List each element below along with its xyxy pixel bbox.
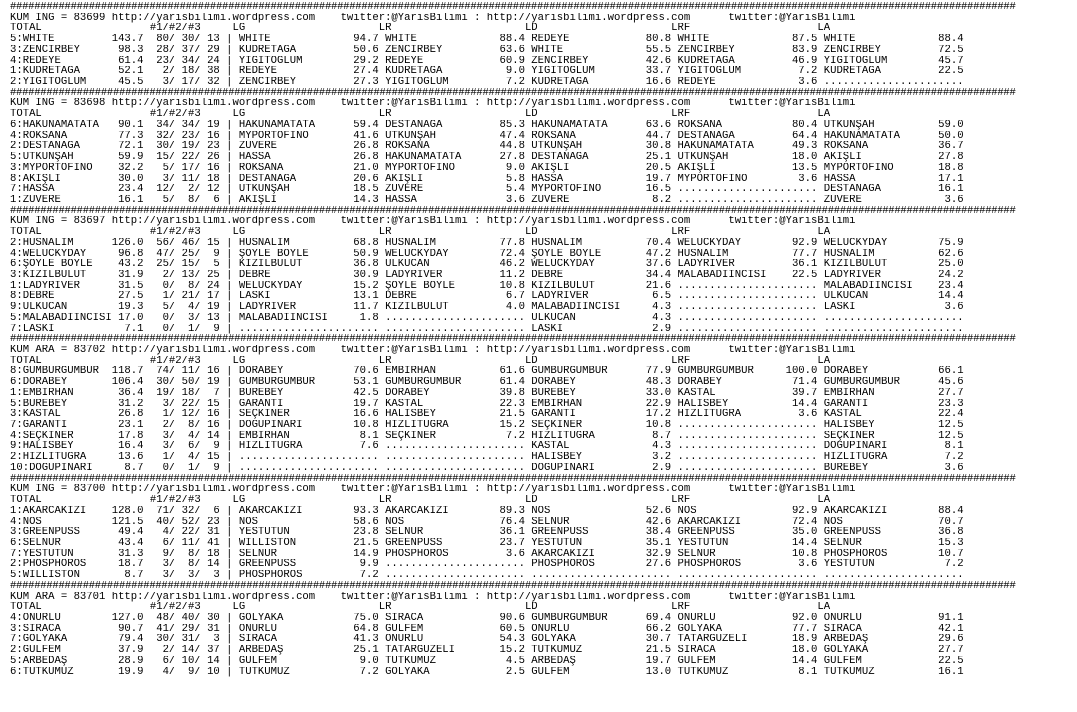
report-row: 7:LASKİ 7.1 0/ 1/ 9 | ...................... ...................... LASKİ 2.9 ...................... ...................... (10, 323, 964, 335)
column-header: TOTAL #1/#2/#3 LG LR LD LRF LA (10, 602, 831, 613)
race-header: KUM ARA = 83701 http://yarisbilimi.wordpress.com twitter:@YarisBilimi : http://yarisbilimi.wordpress.com twitter:@YarisBilimi (10, 591, 856, 603)
report-row: 5:MALABADİİNCİSİ 17.0 0/ 3/ 13 | MALABADİİNCİSİ 1.8 ...................... ÜLKÜCAN 4.3 ...................... ...................... (10, 312, 964, 324)
report-row: 8:DEBRE 27.5 1/ 21/ 17 | LASKİ 13.1 DEBRE 6.7 LADYRIVER 6.5 ...................... ÜLKÜCAN 14.4 (10, 291, 964, 303)
race-header: KUM ING = 83699 http://yarisbilimi.wordpress.com twitter:@YarisBilimi : http://yarisbilimi.wordpress.com twitter:@YarisBilimi (10, 12, 856, 24)
report-row: 3:KIZILBULUT 31.9 2/ 13/ 25 | DEBRE 30.9 LADYRIVER 11.2 DEBRE 34.4 MALABADİİNCİSİ 22.5 LADYRIVER 24.2 (10, 269, 964, 281)
report-row: 6:HAKUNAMATATA 90.1 34/ 34/ 19 | HAKUNAMATATA 59.4 DESTANAGA 85.3 HAKUNAMATATA 63.6 ROKSANA 80.4 UTKUNŞAH 59.0 (10, 119, 964, 131)
column-header: TOTAL #1/#2/#3 LG LR LD LRF LA (10, 23, 831, 35)
report-row: 1:ZUVERE 16.1 5/ 8/ 6 | AKIŞLI 14.3 HASSA 3.6 ZUVERE 8.2 ...................... ZUVERE 3.6 (10, 194, 964, 206)
report-row: 6:TUTKUMUZ 19.9 4/ 9/ 10 | TUTKUMUZ 7.2 GÖLYAKA 2.5 GÜLFEM 13.0 TUTKUMUZ 8.1 TUTKUMUZ 16.1 (10, 666, 964, 678)
report-row: 4:NOS 121.5 40/ 52/ 23 | NOS 58.6 NOS 76.4 SELNUR 42.6 AKARCAKIZI 72.4 NOS 70.7 (10, 516, 964, 528)
report-row: 2:GÜLFEM 37.9 2/ 14/ 37 | ARBEDAŞ 25.1 TATARGÜZELİ 15.2 TUTKUMUZ 21.5 SIRACA 18.0 GÖLYAKA 27.7 (10, 645, 964, 656)
report-row: 1:AKARCAKIZI 128.0 71/ 32/ 6 | AKARCAKIZI 93.3 AKARCAKIZI 89.3 NOS 52.6 NOS 92.9 AKARCAKIZI 88.4 (10, 505, 964, 517)
section-separator: ###################################################################################################################################################################### (10, 2, 1016, 13)
report-row: 8:GÜMBÜRGÜMBÜR 118.7 74/ 11/ 16 | DORABEY 70.6 EMBİRHAN 61.6 GÜMBÜRGÜMBÜR 77.9 GÜMBÜRGÜMBÜR 100.0 DORABEY 66.1 (10, 366, 964, 378)
report-row: 3:GREENPUSS 49.4 4/ 22/ 31 | YESTÜTÜN 23.8 SELNUR 36.1 GREENPUSS 38.4 GREENPUSS 35.0 GREENPUSS 36.8 (10, 527, 964, 538)
report-row: 2:DESTANAGA 72.1 30/ 19/ 23 | ZUVERE 26.8 ROKSANA 44.8 UTKUNŞAH 30.8 HAKUNAMATATA 49.3 ROKSANA 36.7 (10, 141, 964, 153)
report-row: 8:AKIŞLI 30.0 3/ 11/ 18 | DESTANAGA 20.6 AKIŞLI 5.8 HASSA 19.7 MYPORTOFİNO 3.6 HASSA 17.1 (10, 173, 964, 185)
column-header: TOTAL #1/#2/#3 LG LR LD LRF LA (10, 109, 831, 120)
section-separator: ###################################################################################################################################################################### (10, 473, 1016, 485)
section-separator: ###################################################################################################################################################################### (10, 205, 1016, 217)
report-row: 6:SELNUR 43.4 6/ 11/ 41 | WILLISTON 21.5 GREENPUSS 23.7 YESTÜTÜN 35.1 YESTÜTÜN 14.4 SELNUR 15.3 (10, 537, 964, 549)
report-row: 2:YİĞİTOĞLUM 45.5 3/ 17/ 32 | ZENCİRBEY 27.3 YİĞİTOĞLUM 7.2 KUDRETAĞA 16.6 REDEYE 3.6 ...................... (10, 77, 964, 88)
column-header: TOTAL #1/#2/#3 LG LR LD LRF LA (10, 355, 831, 367)
column-header: TOTAL #1/#2/#3 LG LR LD LRF LA (10, 227, 831, 238)
report-row: 3:MYPORTOFİNO 32.2 5/ 17/ 16 | ROKSANA 21.0 MYPORTOFİNO 9.0 AKIŞLI 20.5 AKIŞLI 13.5 MYPORTOFİNO 18.8 (10, 162, 964, 174)
report-row: 5:WHITE 143.7 80/ 30/ 13 | WHITE 94.7 WHITE 88.4 REDEYE 80.8 WHITE 87.5 WHITE 88.4 (10, 34, 964, 45)
section-separator: ###################################################################################################################################################################### (10, 87, 1016, 99)
race-header: KUM ARA = 83702 http://yarisbilimi.wordpress.com twitter:@YarisBilimi : http://yarisbilimi.wordpress.com twitter:@YarisBilimi (10, 345, 856, 356)
report-row: 1:EMBİRHAN 36.4 19/ 18/ 7 | BÜREBEY 42.5 DORABEY 39.8 BÜREBEY 33.0 KASTAL 39.7 EMBİRHAN 27.7 (10, 387, 964, 399)
report-row: 3:SIRACA 90.7 41/ 29/ 31 | ONURLU 64.8 GÜLFEM 60.5 ONURLU 66.2 GÖLYAKA 77.7 SIRACA 42.1 (10, 623, 964, 635)
report-row: 4:SEÇKİNER 17.8 3/ 4/ 14 | EMBİRHAN 8.1 SEÇKİNER 7.2 HIZLITUĞRA 8.7 ...................... SEÇKİNER 12.5 (10, 430, 964, 442)
report-row: 5:UTKUNŞAH 59.9 15/ 22/ 26 | HASSA 26.8 HAKUNAMATATA 27.8 DESTANAGA 25.1 UTKUNŞAH 18.0 AKIŞLI 27.8 (10, 152, 964, 163)
report-row: 5:ARBEDAŞ 28.9 6/ 10/ 14 | GÜLFEM 9.0 TUTKUMUZ 4.5 ARBEDAŞ 19.7 GÜLFEM 14.4 GÜLFEM 22.5 (10, 655, 964, 667)
report-row: 7:HASSA 23.4 12/ 2/ 12 | UTKUNŞAH 18.5 ZUVERE 5.4 MYPORTOFİNO 16.5 ...................... DESTANAGA 16.1 (10, 184, 964, 195)
report-row: 6:DORABEY 106.4 30/ 50/ 19 | GÜMBÜRGÜMBÜR 53.1 GÜMBÜRGÜMBÜR 61.4 DORABEY 48.3 DORABEY 71.4 GÜMBÜRGÜMBÜR 45.6 (10, 377, 964, 388)
race-header: KUM ING = 83697 http://yarisbilimi.wordpress.com twitter:@YarisBilimi : http://yarisbilimi.wordpress.com twitter:@YarisBilimi (10, 216, 856, 228)
report-row: 6:ŞÖYLE BÖYLE 43.2 25/ 15/ 5 | KIZILBULUT 36.8 ÜLKÜCAN 46.2 WELUCKYDAY 37.6 LADYRIVER 36.1 KIZILBULUT 25.0 (10, 259, 964, 270)
report-row: 5:WILLISTON 8.7 3/ 3/ 3 | PHOSPHOROS 7.2 ...................... ...................... ...................... ...................... (10, 570, 964, 581)
report-row: 2:HIZLITUĞRA 13.6 1/ 4/ 15 | ...................... ...................... HALİSBEY 3.2 ...................... HIZLITUĞRA 7.2 (10, 452, 964, 463)
report-row: 4:ONURLU 127.0 48/ 40/ 30 | GÖLYAKA 75.0 SIRACA 90.6 GÜMBÜRGÜMBÜR 69.4 ONURLU 92.0 ONURLU 91.1 (10, 612, 964, 624)
report-row: 4:REDEYE 61.4 23/ 34/ 24 | YİĞİTOĞLUM 29.2 REDEYE 60.9 ZENCİRBEY 42.6 KUDRETAĞA 46.9 YİĞİTOĞLUM 45.7 (10, 55, 964, 67)
report-row: 9:ÜLKÜCAN 19.3 5/ 4/ 19 | LADYRIVER 11.7 KIZILBULUT 4.0 MALABADİİNCİSİ 4.3 ...................... LASKİ 3.6 (10, 302, 964, 313)
report-row: 5:BÜREBEY 31.2 3/ 22/ 15 | GARANTİ 19.7 KASTAL 22.3 EMBİRHAN 22.9 HALİSBEY 14.4 GARANTİ 23.3 (10, 398, 964, 410)
report-row: 10:DOĞUPINARI 8.7 0/ 1/ 9 | ...................... ...................... DOĞUPINARI 2.9 ...................... BÜREBEY 3.6 (10, 462, 964, 474)
report-row: 2:HÜSNALIM 126.0 56/ 46/ 15 | HÜSNALIM 68.8 HÜSNALIM 77.8 HÜSNALIM 70.4 WELUCKYDAY 92.9 WELUCKYDAY 75.9 (10, 237, 964, 249)
race-header: KUM ING = 83698 http://yarisbilimi.wordpress.com twitter:@YarisBilimi : http://yarisbilimi.wordpress.com twitter:@YarisBilimi (10, 98, 856, 110)
race-header: KUM ING = 83700 http://yarisbilimi.wordpress.com twitter:@YarisBilimi : http://yarisbilimi.wordpress.com twitter:@YarisBilimi (10, 484, 856, 496)
report-row: 9:HALİSBEY 16.4 3/ 6/ 9 | HIZLITUĞRA 7.6 ...................... KASTAL 4.3 ...................... DOĞUPINARI 8.1 (10, 441, 964, 453)
section-separator: ###################################################################################################################################################################### (10, 334, 1016, 345)
report-row: 1:KUDRETAĞA 52.1 2/ 18/ 38 | REDEYE 27.4 KUDRETAĞA 9.0 YİĞİTOĞLUM 33.7 YİĞİTOĞLUM 7.2 KUDRETAĞA 22.5 (10, 66, 964, 78)
report-row: 3:KASTAL 26.8 1/ 12/ 16 | SEÇKİNER 16.6 HALİSBEY 21.5 GARANTİ 17.2 HIZLITUĞRA 3.6 KASTAL 22.4 (10, 409, 964, 421)
report-row: 4:WELUCKYDAY 96.8 47/ 25/ 9 | ŞÖYLE BÖYLE 50.9 WELUCKYDAY 72.4 ŞÖYLE BÖYLE 47.2 HÜSNALIM 77.7 HÜSNALIM 62.6 (10, 248, 964, 260)
report-row: 7:GARANTİ 23.1 2/ 8/ 16 | DOĞUPINARI 10.8 HIZLITUĞRA 15.2 SEÇKİNER 10.8 ...................... HALİSBEY 12.5 (10, 420, 964, 431)
section-separator: ###################################################################################################################################################################### (10, 580, 1016, 592)
report-row: 4:ROKSANA 77.3 32/ 23/ 16 | MYPORTOFİNO 41.6 UTKUNŞAH 47.4 ROKSANA 44.7 DESTANAGA 64.4 HAKUNAMATATA 50.0 (10, 130, 964, 142)
report-row: 1:LADYRIVER 31.5 0/ 8/ 24 | WELUCKYDAY 15.2 ŞÖYLE BÖYLE 10.8 KIZILBULUT 21.6 ...................... MALABADİİNCİSİ 23.4 (10, 280, 964, 292)
report-row: 3:ZENCİRBEY 98.3 28/ 37/ 29 | KUDRETAĞA 50.6 ZENCİRBEY 63.6 WHITE 55.5 ZENCİRBEY 83.9 ZENCİRBEY 72.5 (10, 44, 964, 56)
report-row: 2:PHOSPHOROS 18.7 3/ 8/ 14 | GREENPUSS 9.9 ...................... PHOSPHOROS 27.6 PHOSPHOROS 3.6 YESTÜTÜN 7.2 (10, 559, 964, 571)
column-header: TOTAL #1/#2/#3 LG LR LD LRF LA (10, 495, 831, 506)
report-row: 7:YESTÜTÜN 31.3 9/ 8/ 18 | SELNUR 14.9 PHOSPHOROS 3.6 AKARCAKIZI 32.9 SELNUR 10.8 PHOSPHOROS 10.7 (10, 548, 964, 560)
report-row: 7:GÖLYAKA 79.4 30/ 31/ 3 | SIRACA 41.3 ONURLU 54.3 GÖLYAKA 30.7 TATARGÜZELİ 18.9 ARBEDAŞ 29.6 (10, 634, 964, 646)
